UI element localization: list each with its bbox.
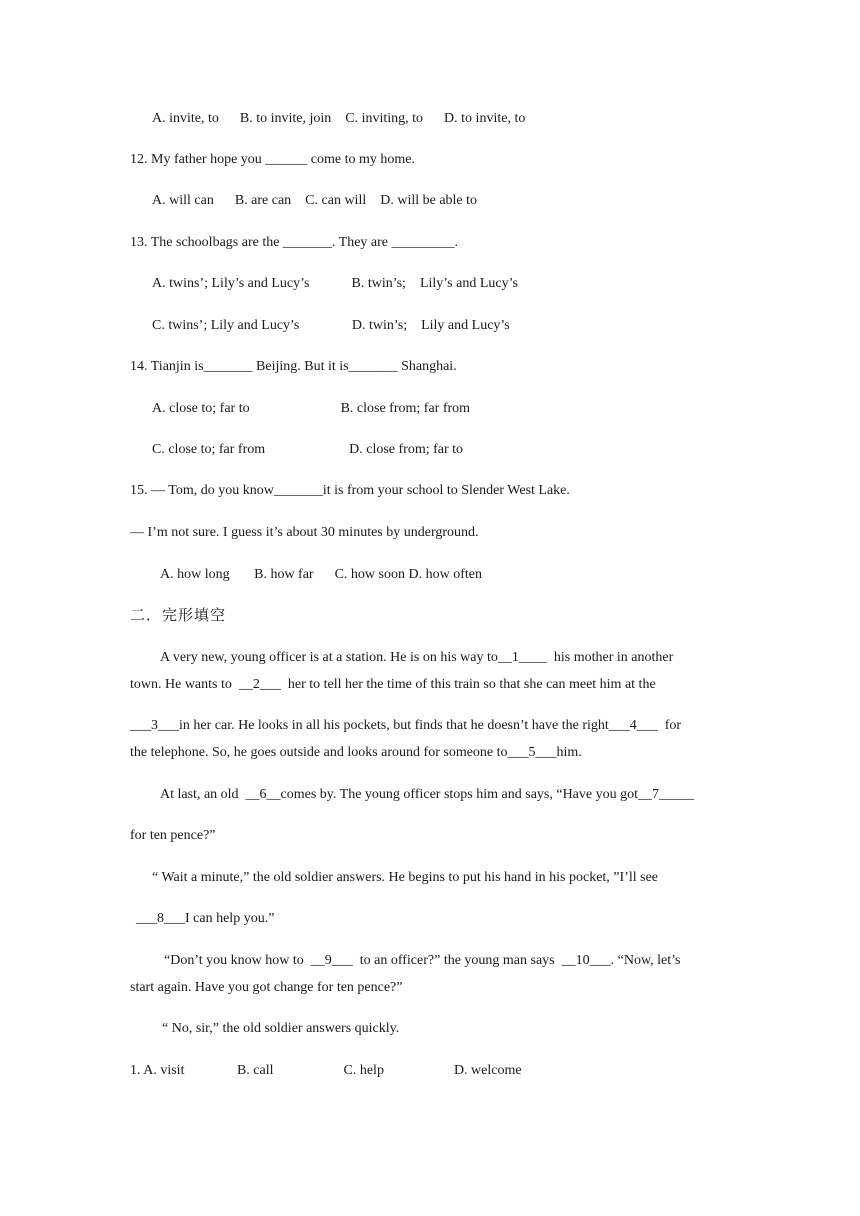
q12-options: A. will can B. are can C. can will D. will be able to — [152, 193, 478, 208]
passage-paragraph-4-line-2: start again. Have you got change for ten pence?” — [130, 980, 403, 995]
passage-paragraph-3-line-2: ___8___I can help you.” — [136, 911, 275, 926]
q14-options-ab: A. close to; far to B. close from; far from — [152, 401, 471, 416]
q12-question: 12. My father hope you ______ come to my home. — [130, 152, 416, 167]
q15-question: 15. — Tom, do you know_______it is from your school to Slender West Lake. — [130, 483, 570, 498]
passage-paragraph-3-line-1: “ Wait a minute,” the old soldier answers. He begins to put his hand in his pocket, ”I’ll see — [152, 870, 658, 885]
blank-1-options: 1. A. visit B. call C. help D. welcome — [130, 1063, 522, 1078]
q13-options-ab: A. twins’; Lily’s and Lucy’s B. twin’s; Lily’s and Lucy’s — [152, 276, 518, 291]
q11-options: A. invite, to B. to invite, join C. inviting, to D. to invite, to — [152, 111, 526, 126]
passage-paragraph-2-line-1: At last, an old __6__comes by. The young officer stops him and says, “Have you got__7_____ — [160, 787, 694, 802]
q13-question: 13. The schoolbags are the _______. They are _________. — [130, 235, 459, 250]
q14-question: 14. Tianjin is_______ Beijing. But it is_______ Shanghai. — [130, 359, 457, 374]
section-heading: 二．完形填空 — [130, 606, 227, 624]
passage-paragraph-1-line-3: ___3___in her car. He looks in all his pockets, but finds that he doesn’t have the right___4___ for — [130, 718, 682, 733]
passage-paragraph-2-line-2: for ten pence?” — [130, 828, 216, 843]
q14-options-cd: C. close to; far from D. close from; far to — [152, 442, 464, 457]
passage-paragraph-4-line-1: “Don’t you know how to __9___ to an officer?” the young man says __10___. “Now, let’s — [164, 953, 681, 968]
passage-paragraph-5: “ No, sir,” the old soldier answers quickly. — [162, 1021, 400, 1036]
q13-options-cd: C. twins’; Lily and Lucy’s D. twin’s; Lily and Lucy’s — [152, 318, 510, 333]
passage-paragraph-1-line-4: the telephone. So, he goes outside and looks around for someone to___5___him. — [130, 745, 582, 760]
q15-options: A. how long B. how far C. how soon D. how often — [160, 567, 482, 582]
passage-paragraph-1-line-1: A very new, young officer is at a station. He is on his way to__1____ his mother in another — [160, 650, 674, 665]
q15-reply: — I’m not sure. I guess it’s about 30 minutes by underground. — [130, 525, 479, 540]
passage-paragraph-1-line-2: town. He wants to __2___ her to tell her the time of this train so that she can meet him at the — [130, 677, 656, 692]
